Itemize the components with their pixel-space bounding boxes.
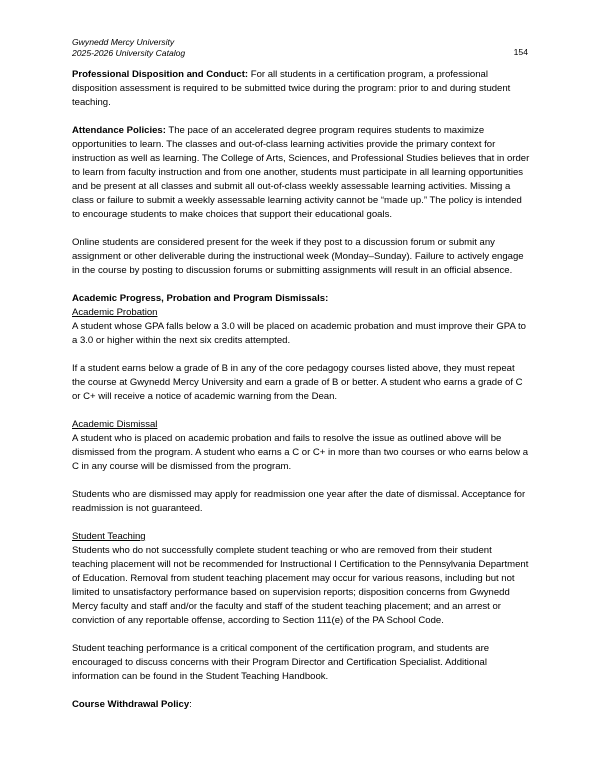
- page-body: [72, 68, 530, 726]
- professional-disposition-paragraph: [72, 68, 530, 110]
- student-teaching-text: Students who do not successfully complete student teaching or who are removed from their student teaching placement will not be recommended for Instructional I Certification to the Pennsylvania Department of Education. Removal from student teaching placement may occur for various reasons, including but not limited to unsatisfactory performance based on supervision reports; disposition concerns from Gwynedd Mercy faculty and staff and/or the faculty and staff of the student teaching placement; and an arrest or conviction of any reportable offense, according to Section 111(e) of the PA School Code.: [72, 545, 529, 626]
- academic-dismissal-block: [72, 418, 530, 474]
- academic-dismissal-text: A student who is placed on academic probation and fails to resolve the issue as outlined above will be dismissed from the program. A student who earns a C or C+ in more than two courses or who earns below a C in any course will be dismissed from the program.: [72, 433, 529, 472]
- attendance-text: The pace of an accelerated degree program requires students to maximize opportunities to learn. The classes and out-of-class learning activities provide the primary context for instruction as well as learning. The College of Arts, Sciences, and Professional Studies believes that in order to learn from faculty instruction and from one another, students must participate in all learning opportunities and be present at all classes and submit all out-of-class weekly assessable learning activities. Missing a class or failure to submit a weekly assessable learning activity cannot be “made up.” The policy is intended to encourage students to make choices that support their educational goals.: [72, 125, 530, 220]
- course-withdrawal-heading: Course Withdrawal Policy: [72, 699, 190, 710]
- academic-progress-heading: Academic Progress, Probation and Program Dismissals:: [72, 293, 329, 304]
- page-header: [72, 37, 185, 58]
- page-number: 154: [513, 47, 528, 57]
- grade-requirement-paragraph: If a student earns below a grade of B in any of the core pedagogy courses listed above, they must repeat the course at Gwynedd Mercy University and earn a grade of B or better. A student who earns a grade of C or C+ will receive a notice of academic warning from the Dean.: [72, 363, 523, 402]
- university-name: Gwynedd Mercy University: [72, 37, 175, 47]
- academic-probation-block: [72, 292, 530, 348]
- student-teaching-subheading: Student Teaching: [72, 531, 146, 542]
- academic-dismissal-subheading: Academic Dismissal: [72, 419, 158, 430]
- attendance-heading: Attendance Policies:: [72, 125, 166, 136]
- course-withdrawal-colon: :: [189, 699, 192, 710]
- catalog-title: 2025-2026 University Catalog: [72, 47, 186, 58]
- course-withdrawal-paragraph: [72, 698, 530, 712]
- student-teaching-performance-paragraph: Student teaching performance is a critical component of the certification program, and students are encouraged to discuss concerns with their Program Director and Certification Specialist. Additional information can be found in the Student Teaching Handbook.: [72, 643, 490, 682]
- academic-probation-text: A student whose GPA falls below a 3.0 will be placed on academic probation and must improve their GPA to a 3.0 or higher within the next six credits attempted.: [72, 321, 526, 346]
- attendance-paragraph: [72, 124, 530, 222]
- professional-disposition-text: For all students in a certification program, a professional disposition assessment is required to be submitted twice during the program: prior to and during student teaching.: [72, 69, 511, 108]
- professional-disposition-heading: Professional Disposition and Conduct:: [72, 69, 249, 80]
- student-teaching-block: [72, 530, 530, 628]
- readmission-paragraph: Students who are dismissed may apply for readmission one year after the date of dismissal. Acceptance for readmission is not guaranteed.: [72, 489, 526, 514]
- online-students-paragraph: Online students are considered present for the week if they post to a discussion forum or submit any assignment or other deliverable during the instructional week (Monday–Sunday). Failure to actively engage in the course by posting to discussion forums or submitting assignments will result in an official absence.: [72, 237, 524, 276]
- academic-probation-subheading: Academic Probation: [72, 307, 158, 318]
